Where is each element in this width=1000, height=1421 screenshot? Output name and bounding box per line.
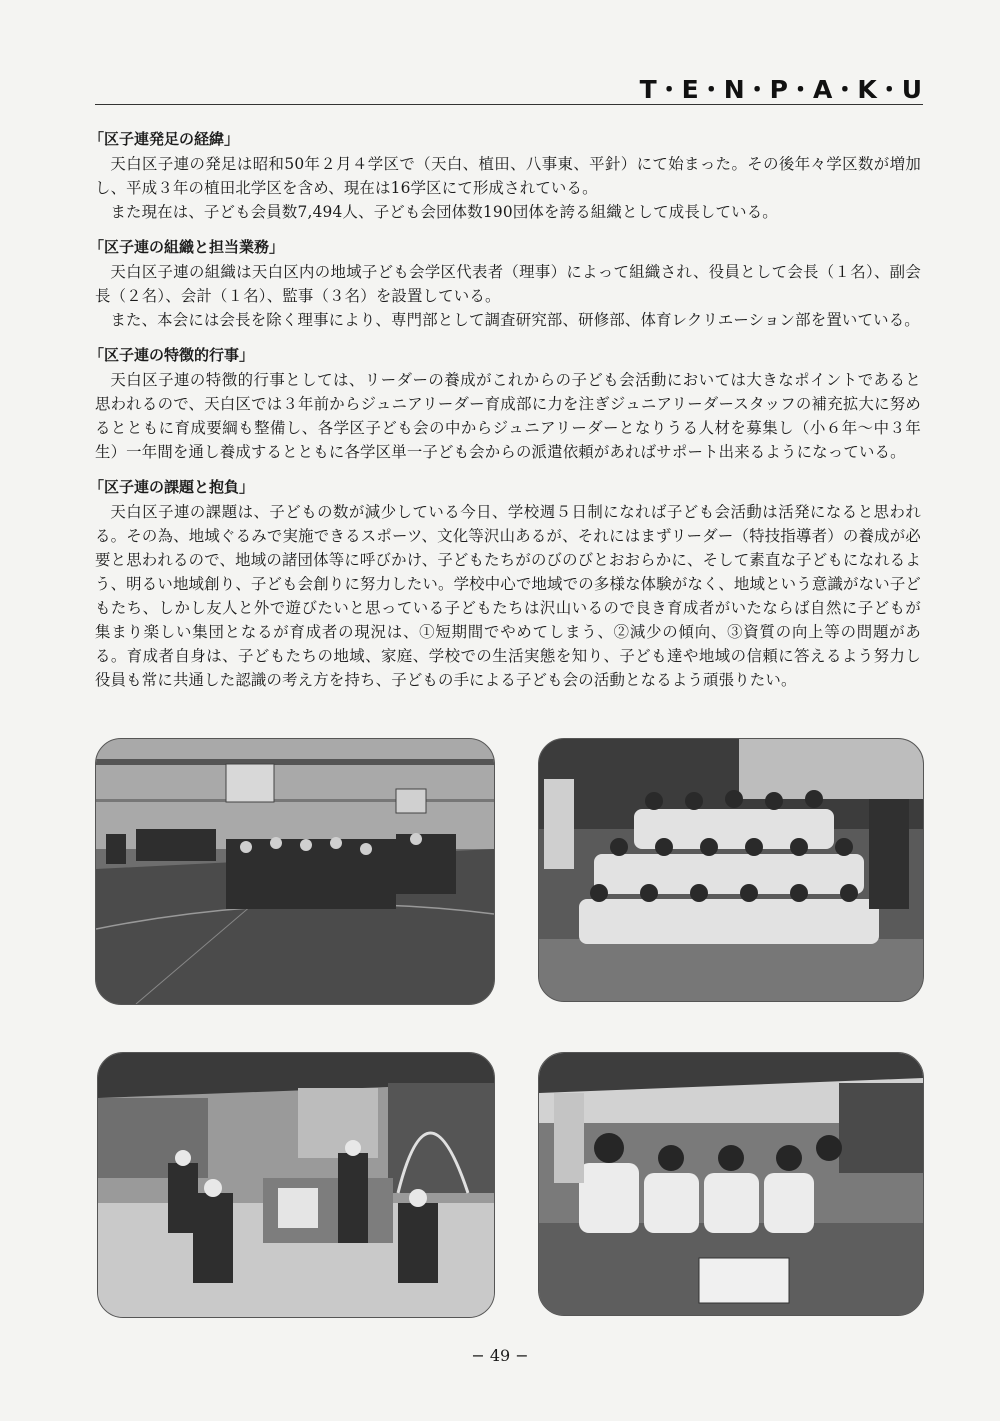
paragraph: また、本会には会長を除く理事により、専門部として調査研究部、研修部、体育レクリエーション部を置いている。	[110, 311, 920, 329]
paragraph: 天白区子連の組織は天白区内の地域子ども会学区代表者（理事）によって組織され、役員として会長（１名）、副会長（２名）、会計（１名）、監事（３名）を設置している。	[95, 263, 921, 305]
section-heading: 「区子連発足の経緯」	[89, 130, 240, 148]
section-heading: 「区子連の課題と抱負」	[89, 478, 255, 496]
section-history	[89, 128, 921, 224]
section-heading: 「区子連の特徴的行事」	[89, 346, 255, 364]
header-divider	[95, 104, 923, 105]
page-header-title: T・E・N・P・A・K・U	[639, 75, 922, 104]
section-issues	[89, 476, 921, 692]
section-organization	[89, 236, 921, 332]
paragraph: 天白区子連の特徴的行事としては、リーダーの養成がこれからの子ども会活動においては大きなポイントであると思われるので、天白区では３年前からジュニアリーダー育成部に力を注ぎジュニアリーダースタッフの補充拡大に努めるとともに育成要綱も整備し、各学区子ども会の中からジュニアリーダーとなりうる人材を募集し（小６年〜中３年生）一年間を通し養成するとともに各学区単一子ども会からの派遣依頼があればサポート出来るようになっている。	[95, 371, 921, 461]
page-number: − 49 −	[471, 1346, 529, 1365]
article-body	[89, 128, 921, 704]
section-events	[89, 344, 921, 464]
photo-children-picnic	[538, 1052, 924, 1316]
paragraph: 天白区子連の発足は昭和50年２月４学区で（天白、植田、八事東、平針）にて始まった。その後年々学区数が増加し、平成３年の植田北学区を含め、現在は16学区にて形成されている。	[95, 155, 921, 197]
section-heading: 「区子連の組織と担当業務」	[89, 238, 285, 256]
photo-gymnasium	[95, 738, 495, 1005]
paragraph: 天白区子連の課題は、子どもの数が減少している今日、学校週５日制になれば子ども会活動は活発になると思われる。その為、地域ぐるみで実施できるスポーツ、文化等沢山あるが、それにはまずリーダー（特技指導者）の養成が必要と思われるので、地域の諸団体等に呼びかけ、子どもたちがのびのびとおおらかに、そして素直な子どもになれるよう、明るい地域創り、子ども会創りに努力したい。学校中心で地域での多様な体験がなく、地域という意識がない子どもたち、しかし友人と外で遊びたいと思っている子どもたちは沢山いるので良き育成者がいたならば自然に子どもが集まり楽しい集団となるが育成者の現況は、①短期間でやめてしまう、②減少の傾向、③資質の向上等の問題がある。育成者自身は、子どもたちの地域、家庭、学校での生活実態を知り、子ども達や地域の信頼に答えるよう努力し役員も常に共通した認識の考え方を持ち、子どもの手による子ども会の活動となるよう頑張りたい。	[95, 503, 921, 689]
paragraph: また現在は、子ども会員数7,494人、子ども会団体数190団体を誇る組織として成長している。	[110, 203, 778, 221]
photo-baseball-team	[538, 738, 924, 1002]
photo-outdoor-barbecue	[97, 1052, 495, 1318]
